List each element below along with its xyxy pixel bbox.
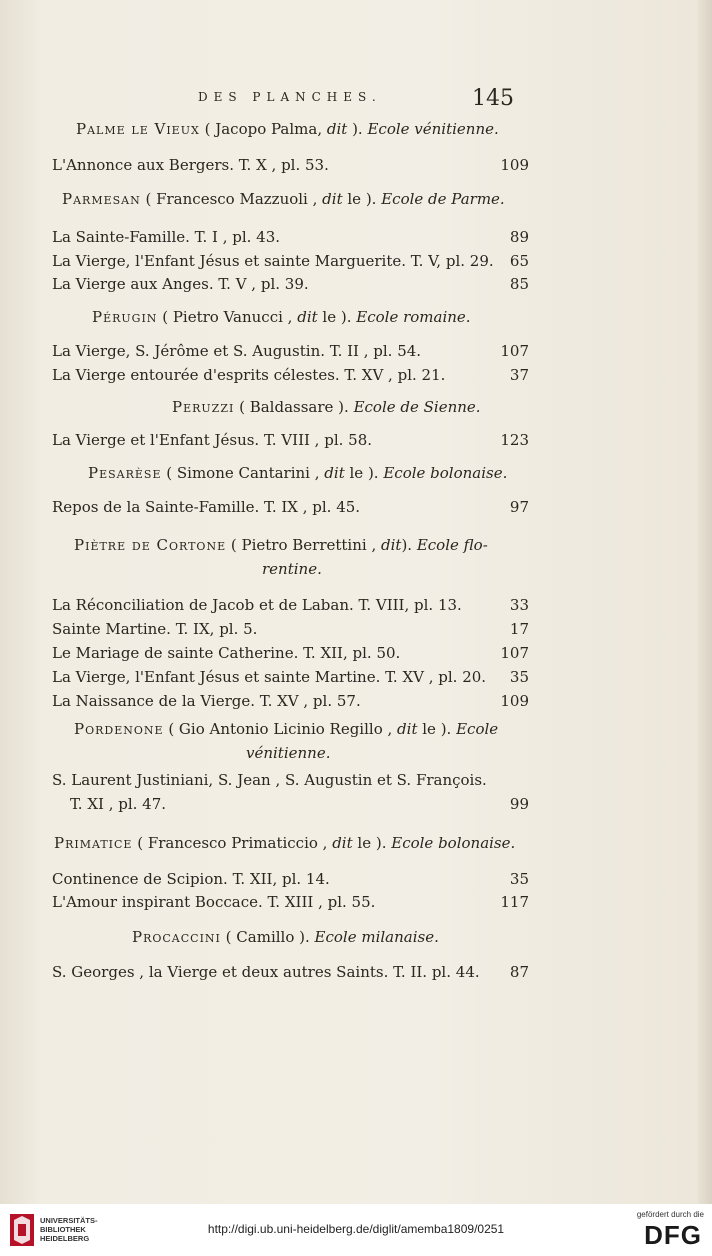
artist-real-name: ( Francesco Mazzuoli ,: [140, 190, 323, 208]
page-reference: 33: [509, 596, 529, 614]
page-reference: 17: [509, 620, 529, 638]
artist-heading-text: [76, 120, 499, 138]
dfg-logo[interactable]: DFG: [644, 1220, 702, 1250]
artist-name: Piètre de Cortone: [74, 536, 227, 554]
school-name: Ecole de Sienne.: [353, 398, 481, 416]
artist-real-name: ( Francesco Primaticcio ,: [132, 834, 333, 852]
work-title: La Vierge, l'Enfant Jésus et sainte Martine. T. XV , pl. 20.: [52, 668, 487, 686]
artist-name: Pérugin: [92, 308, 158, 326]
artist-heading-close: le ).: [417, 720, 457, 738]
dit-label: dit: [332, 834, 353, 852]
dit-label: dit: [381, 536, 402, 554]
library-name-line: BIBLIOTHEK: [40, 1225, 86, 1234]
work-title: L'Amour inspirant Boccace. T. XIII , pl. 55.: [52, 893, 376, 911]
work-title: La Vierge entourée d'esprits célestes. T. XV , pl. 21.: [52, 366, 446, 384]
page-reference: 99: [509, 795, 529, 813]
work-title: Continence de Scipion. T. XII, pl. 14.: [52, 870, 330, 888]
page-reference: 107: [500, 644, 529, 662]
work-title: Sainte Martine. T. IX, pl. 5.: [52, 620, 258, 638]
dit-label: dit: [326, 120, 348, 138]
page-reference: 35: [509, 870, 529, 888]
work-title: S. Laurent Justiniani, S. Jean , S. Augustin et S. François.: [52, 771, 487, 789]
permalink-url[interactable]: http://digi.ub.uni-heidelberg.de/diglit/amemba1809/0251: [207, 1222, 505, 1236]
school-name: Ecole vénitienne.: [367, 120, 499, 138]
artist-heading-text: [74, 720, 498, 738]
artist-name: Pordenone: [74, 720, 164, 738]
artist-heading-close: le ).: [344, 464, 384, 482]
artist-real-name: ( Jacopo Palma,: [199, 120, 327, 138]
page-reference: 65: [509, 252, 529, 270]
artist-real-name: ( Pietro Berrettini ,: [226, 536, 381, 554]
page-reference: 109: [500, 156, 529, 174]
artist-name: Peruzzi: [172, 398, 235, 416]
dit-label: dit: [324, 464, 345, 482]
school-name: Ecole milanaise.: [314, 928, 439, 946]
funder-note: gefördert durch die: [636, 1210, 704, 1219]
artist-heading-close: le ).: [352, 834, 392, 852]
artist-name: Palme le Vieux: [76, 120, 200, 138]
page-reference: 37: [509, 366, 529, 384]
dit-label: dit: [397, 720, 418, 738]
dit-label: dit: [322, 190, 343, 208]
artist-heading-text: [88, 464, 507, 482]
dit-label: dit: [297, 308, 318, 326]
school-name: Ecole: [456, 720, 499, 738]
page-reference: 107: [500, 342, 529, 360]
page-edge: [698, 0, 712, 1204]
work-title: La Réconciliation de Jacob et de Laban. T. VIII, pl. 13.: [52, 596, 462, 614]
work-title: La Sainte-Famille. T. I , pl. 43.: [52, 228, 281, 246]
school-name: Ecole de Parme.: [381, 190, 505, 208]
page-reference: 85: [509, 275, 529, 293]
heading-continuation-text: vénitienne.: [246, 744, 331, 762]
work-title: La Vierge et l'Enfant Jésus. T. VIII , pl. 58.: [52, 431, 373, 449]
library-name-line: UNIVERSITÄTS-: [40, 1216, 98, 1225]
page-reference: 89: [509, 228, 529, 246]
school-name: Ecole flo-: [416, 536, 488, 554]
page-reference: 109: [500, 692, 529, 710]
school-name: Ecole romaine.: [356, 308, 471, 326]
work-title: Le Mariage de sainte Catherine. T. XII, pl. 50.: [52, 644, 401, 662]
artist-heading-text: [54, 834, 515, 852]
work-title: La Vierge, l'Enfant Jésus et sainte Marguerite. T. V, pl. 29.: [52, 252, 494, 270]
artist-name: Parmesan: [62, 190, 141, 208]
school-name: Ecole bolonaise.: [391, 834, 516, 852]
artist-real-name: ( Pietro Vanucci ,: [157, 308, 298, 326]
artist-heading-text: [132, 928, 439, 946]
artist-name: Pesarèse: [88, 464, 162, 482]
artist-real-name: ( Camillo ).: [220, 928, 315, 946]
artist-heading-text: [62, 190, 505, 208]
page-reference: 87: [509, 963, 529, 981]
artist-heading-text: [172, 398, 481, 416]
work-title: La Vierge, S. Jérôme et S. Augustin. T. II , pl. 54.: [52, 342, 422, 360]
work-title: La Vierge aux Anges. T. V , pl. 39.: [52, 275, 309, 293]
artist-heading-text: [74, 536, 488, 554]
work-title: La Naissance de la Vierge. T. XV , pl. 57.: [52, 692, 361, 710]
school-name: Ecole bolonaise.: [383, 464, 508, 482]
artist-name: Procaccini: [132, 928, 221, 946]
page-reference: 117: [500, 893, 529, 911]
artist-heading-close: le ).: [342, 190, 382, 208]
heading-continuation-text: rentine.: [262, 560, 322, 578]
page-reference: 35: [509, 668, 529, 686]
library-name-line: HEIDELBERG: [40, 1234, 90, 1243]
work-title: Repos de la Sainte-Famille. T. IX , pl. 45.: [52, 498, 361, 516]
page-reference: 97: [509, 498, 529, 516]
artist-real-name: ( Simone Cantarini ,: [161, 464, 325, 482]
artist-heading-close: ).: [401, 536, 417, 554]
work-title: T. XI , pl. 47.: [70, 795, 167, 813]
artist-real-name: ( Baldassare ).: [234, 398, 354, 416]
artist-heading-text: [92, 308, 471, 326]
page-reference: 123: [500, 431, 529, 449]
artist-real-name: ( Gio Antonio Licinio Regillo ,: [163, 720, 398, 738]
artist-heading-close: le ).: [317, 308, 357, 326]
work-title: S. Georges , la Vierge et deux autres Saints. T. II. pl. 44.: [52, 963, 480, 981]
footer-bar: [0, 1204, 712, 1256]
running-title: DES PLANCHES.: [198, 90, 382, 104]
artist-heading-close: ).: [347, 120, 368, 138]
work-title: L'Annonce aux Bergers. T. X , pl. 53.: [52, 156, 329, 174]
page-number: 145: [472, 86, 514, 111]
artist-name: Primatice: [54, 834, 133, 852]
